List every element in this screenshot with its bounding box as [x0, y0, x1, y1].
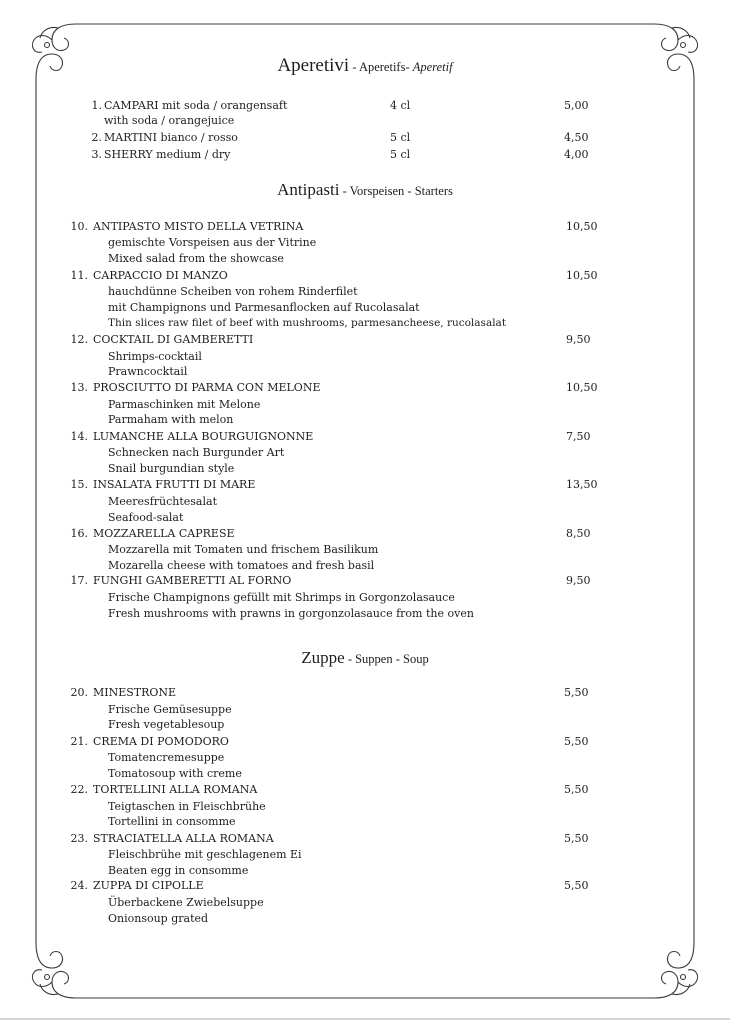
section-subtitle-en: Soup: [403, 652, 429, 666]
item-number: 3.: [91, 148, 102, 161]
item-description: mit Champignons und Parmesanflocken auf Rucolasalat: [108, 301, 420, 314]
item-description: Tomatencremesuppe: [108, 751, 225, 764]
item-name: LUMANCHE ALLA BOURGUIGNONNE: [93, 430, 314, 443]
item-description: Parmaham with melon: [108, 413, 234, 426]
item-number: 13.: [70, 381, 88, 394]
item-description: Fleischbrühe mit geschlagenem Ei: [108, 848, 302, 861]
title-separator: -: [344, 652, 356, 666]
item-name: CARPACCIO DI MANZO: [93, 269, 228, 282]
item-description: Schnecken nach Burgunder Art: [108, 446, 285, 459]
title-separator: -: [339, 184, 350, 198]
item-description: Beaten egg in consomme: [108, 864, 249, 877]
item-price: 4,00: [564, 148, 589, 161]
item-number: 2.: [91, 131, 102, 144]
section-heading: Aperetivi: [277, 55, 350, 76]
item-price: 5,50: [564, 879, 589, 892]
item-description: Mozarella cheese with tomatoes and fresh basil: [108, 559, 375, 572]
item-description: Frische Gemüsesuppe: [108, 703, 232, 716]
item-name: TORTELLINI ALLA ROMANA: [93, 783, 258, 796]
item-name: COCKTAIL DI GAMBERETTI: [93, 333, 254, 346]
item-name: FUNGHI GAMBERETTI AL FORNO: [93, 574, 292, 587]
item-number: 20.: [70, 686, 88, 699]
item-description: Teigtaschen in Fleischbrühe: [108, 800, 266, 813]
item-number: 22.: [70, 783, 88, 796]
section-subtitle-en: Aperetif: [412, 60, 453, 74]
item-price: 5,50: [564, 735, 589, 748]
item-number: 12.: [70, 333, 88, 346]
title-separator: -: [405, 60, 413, 74]
item-number: 14.: [70, 430, 88, 443]
item-description: Frische Champignons gefüllt mit Shrimps in Gorgonzolasauce: [108, 591, 455, 604]
section-heading: Zuppe: [301, 648, 345, 667]
item-description: with soda / orangejuice: [104, 114, 235, 127]
item-quantity: 4 cl: [390, 99, 411, 112]
item-description: Mozzarella mit Tomaten und frischem Basilikum: [108, 543, 379, 556]
title-separator: -: [349, 60, 359, 74]
item-description: Fresh vegetablesoup: [108, 718, 225, 731]
item-number: 11.: [70, 269, 88, 282]
item-price: 9,50: [566, 333, 591, 346]
section-subtitle-de: Suppen: [355, 652, 393, 666]
item-name: STRACIATELLA ALLA ROMANA: [93, 832, 274, 845]
item-description: Tortellini in consomme: [108, 815, 236, 828]
item-price: 5,50: [564, 783, 589, 796]
item-name: SHERRY medium / dry: [104, 148, 231, 161]
item-number: 21.: [70, 735, 88, 748]
title-separator: -: [404, 184, 415, 198]
item-quantity: 5 cl: [390, 148, 411, 161]
item-description: Meeresfrüchtesalat: [108, 495, 217, 508]
section-subtitle-de: Aperetifs: [358, 60, 406, 74]
item-price: 10,50: [566, 269, 598, 282]
section-subtitle-de: Vorspeisen: [349, 184, 405, 198]
item-name: MARTINI bianco / rosso: [104, 131, 238, 144]
item-name: PROSCIUTTO DI PARMA CON MELONE: [93, 381, 321, 394]
item-price: 5,00: [564, 99, 589, 112]
item-number: 1.: [91, 99, 102, 112]
item-name: MINESTRONE: [93, 686, 177, 699]
item-price: 10,50: [566, 381, 598, 394]
item-number: 16.: [70, 527, 88, 540]
item-description: Parmaschinken mit Melone: [108, 398, 261, 411]
item-description: hauchdünne Scheiben von rohem Rinderfilet: [108, 285, 358, 298]
item-price: 5,50: [564, 832, 589, 845]
item-price: 13,50: [566, 478, 598, 491]
item-price: 5,50: [564, 686, 589, 699]
item-description: gemischte Vorspeisen aus der Vitrine: [108, 236, 317, 249]
item-description: Seafood-salat: [108, 511, 184, 524]
item-quantity: 5 cl: [390, 131, 411, 144]
item-name: ANTIPASTO MISTO DELLA VETRINA: [93, 220, 304, 233]
item-description: Mixed salad from the showcase: [108, 252, 284, 265]
item-number: 24.: [70, 879, 88, 892]
section-subtitle-en: Starters: [414, 184, 453, 198]
item-price: 8,50: [566, 527, 591, 540]
item-number: 17.: [70, 574, 88, 587]
item-price: 10,50: [566, 220, 598, 233]
item-number: 10.: [70, 220, 88, 233]
item-name: INSALATA FRUTTI DI MARE: [93, 478, 256, 491]
item-price: 4,50: [564, 131, 589, 144]
item-description: Überbackene Zwiebelsuppe: [108, 896, 264, 909]
item-name: ZUPPA DI CIPOLLE: [93, 879, 204, 892]
item-name: MOZZARELLA CAPRESE: [93, 527, 235, 540]
item-description: Onionsoup grated: [108, 912, 209, 925]
section-heading: Antipasti: [277, 180, 340, 199]
item-description: Prawncocktail: [108, 365, 188, 378]
item-description: Tomatosoup with creme: [108, 767, 242, 780]
item-name: CAMPARI mit soda / orangensaft: [104, 99, 288, 112]
item-price: 9,50: [566, 574, 591, 587]
item-description: Thin slices raw filet of beef with mushrooms, parmesancheese, rucolasalat: [108, 317, 507, 329]
item-number: 23.: [70, 832, 88, 845]
item-description: Fresh mushrooms with prawns in gorgonzolasauce from the oven: [108, 607, 474, 620]
title-separator: -: [392, 652, 404, 666]
item-description: Snail burgundian style: [108, 462, 235, 475]
item-number: 15.: [70, 478, 88, 491]
item-price: 7,50: [566, 430, 591, 443]
item-name: CREMA DI POMODORO: [93, 735, 229, 748]
item-description: Shrimps-cocktail: [108, 350, 202, 363]
